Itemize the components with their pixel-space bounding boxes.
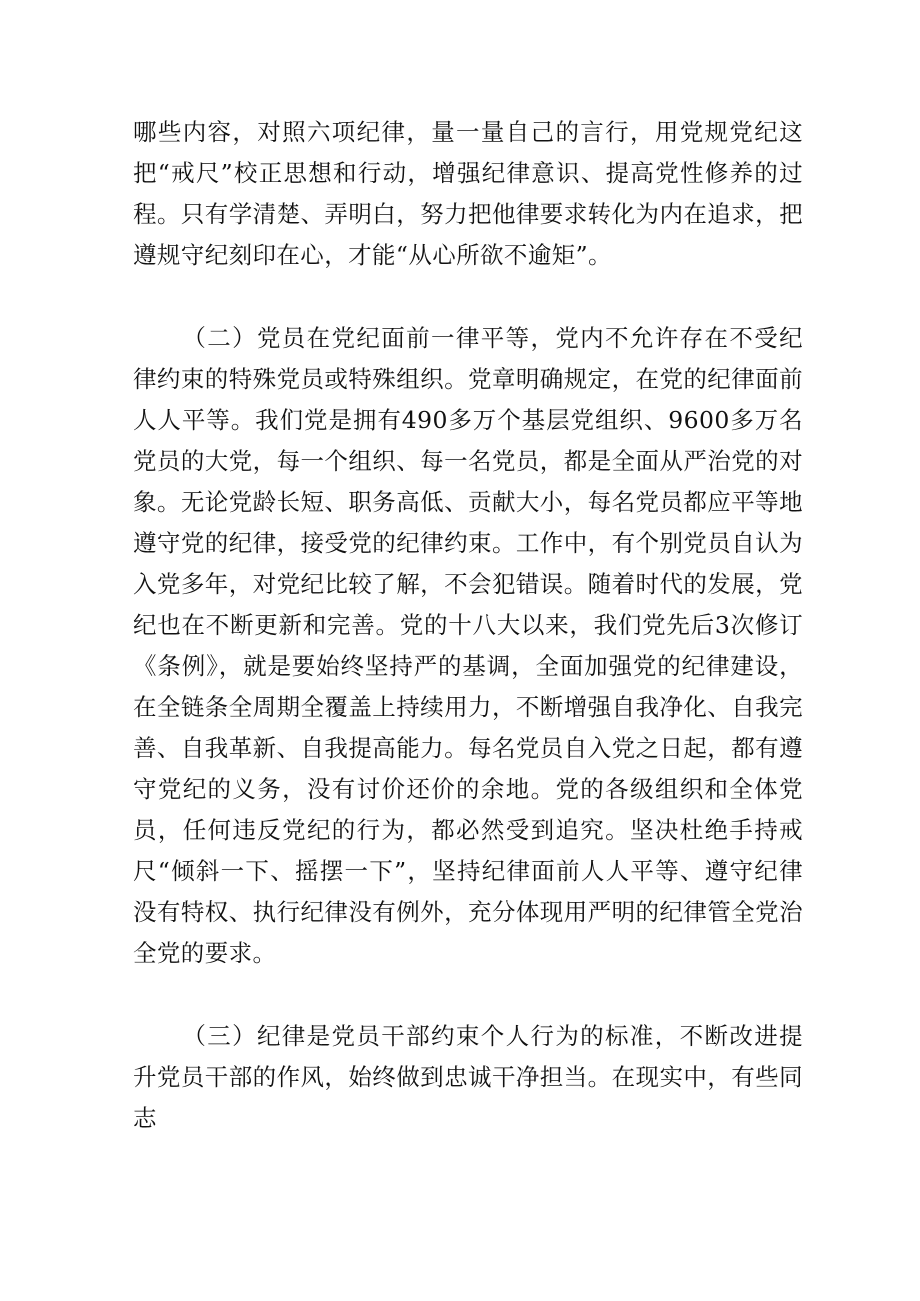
paragraph-section-three: （三）纪律是党员干部约束个人行为的标准，不断改进提升党员干部的作风，始终做到忠诚干净担当。在现实中，有些同志 <box>133 1022 803 1132</box>
paragraph-section-two: （二）党员在党纪面前一律平等，党内不允许存在不受纪律约束的特殊党员或特殊组织。党章明确规定，在党的纪律面前人人平等。我们党是拥有490多万个基层党组织、9600多万名党员的大党，每一个组织、每一名党员，都是全面从严治党的对象。无论党龄长短、职务高低、贡献大小，每名党员都应平等地遵守党的纪律，接受党的纪律约束。工作中，有个别党员自认为入党多年，对党纪比较了解，不会犯错误。随着时代的发展，党纪也在不断更新和完善。党的十八大以来，我们党先后3次修订《条例》，就是要始终坚持严的基调，全面加强党的纪律建设，在全链条全周期全覆盖上持续用力，不断增强自我净化、自我完善、自我革新、自我提高能力。每名党员自入党之日起，都有遵守党纪的义务，没有讨价还价的余地。党的各级组织和全体党员，任何违反党纪的行为，都必然受到追究。坚决杜绝手持戒尺“倾斜一下、摇摆一下”，坚持纪律面前人人平等、遵守纪律没有特权、执行纪律没有例外，充分体现用严明的纪律管全党治全党的要求。 <box>133 324 803 967</box>
paragraph-continuation: 哪些内容，对照六项纪律，量一量自己的言行，用党规党纪这把“戒尺”校正思想和行动，增强纪律意识、提高党性修养的过程。只有学清楚、弄明白，努力把他律要求转化为内在追求，把遵规守纪刻印在心，才能“从心所欲不逾矩”。 <box>133 118 803 269</box>
paragraph-spacer <box>133 974 803 1016</box>
paragraph-spacer <box>133 276 803 318</box>
document-body <box>133 112 803 1139</box>
